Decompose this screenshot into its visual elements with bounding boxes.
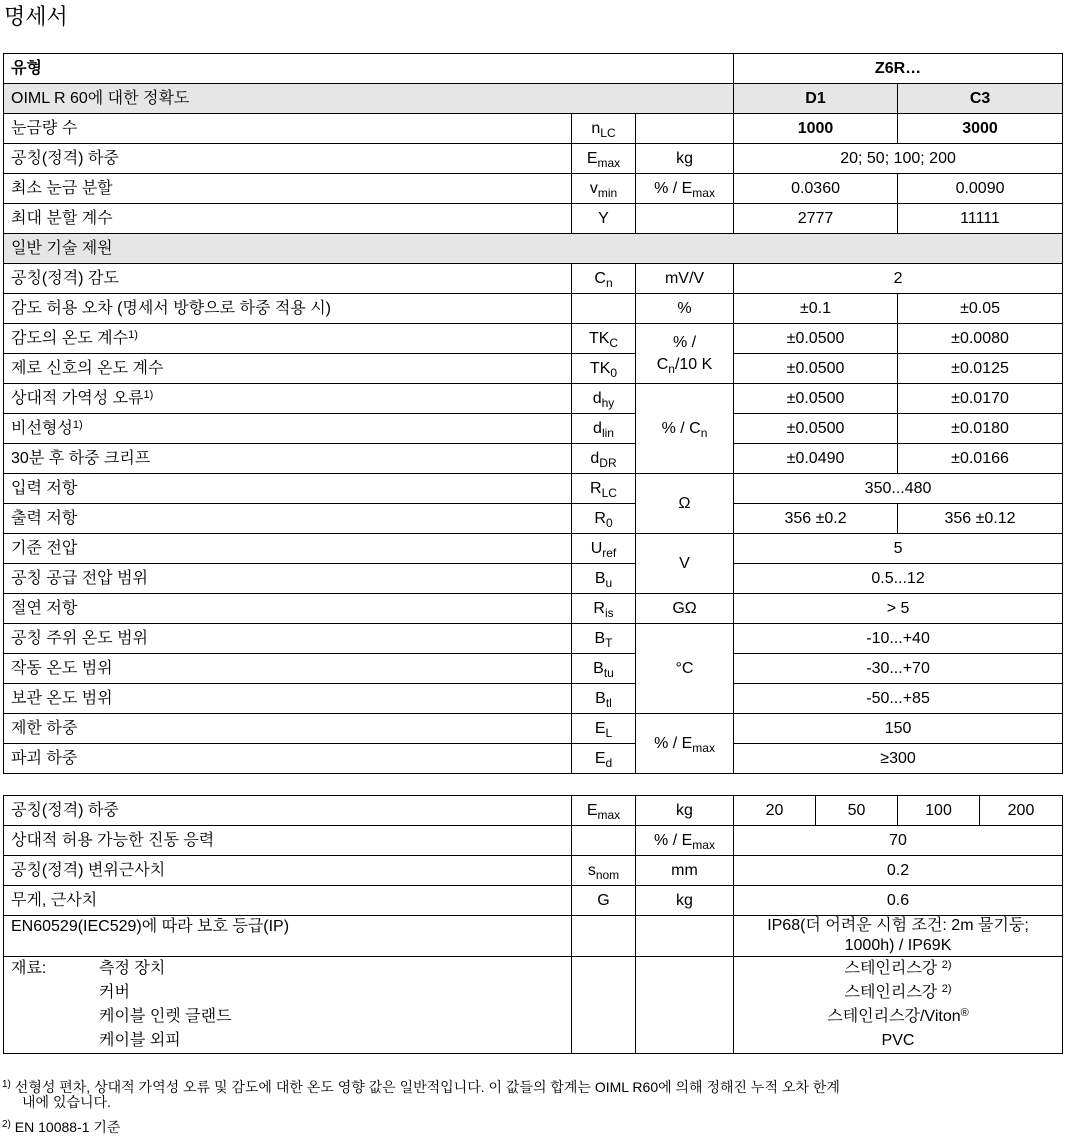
celsius-unit: °C [636, 624, 734, 714]
emax2-value-100: 100 [898, 796, 980, 826]
specifications-table [3, 53, 1063, 774]
vibration-unit: % / $E_{max}$ [636, 826, 734, 856]
vibration-label: 상대적 허용 가능한 진동 응력 [4, 826, 572, 856]
accuracy-label: OIML R 60에 대한 정확도 [4, 84, 734, 114]
emax2-value-50: 50 [816, 796, 898, 826]
dlin-value-c3: ±0.0180 [898, 414, 1063, 444]
rlc-symbol: $R_{LC}$ [572, 474, 636, 504]
snom-unit: mm [636, 856, 734, 886]
ed-value: ≥300 [734, 744, 1063, 774]
ddr-value-d1: ±0.0490 [734, 444, 898, 474]
ris-value: > 5 [734, 594, 1063, 624]
ohm-unit: Ω [636, 474, 734, 534]
dlin-label: 비선형성$^{1)}$ [4, 414, 572, 444]
dhy-value-c3: ±0.0170 [898, 384, 1063, 414]
row-accuracy [4, 84, 1063, 114]
row-uref [4, 534, 1063, 564]
row-type [4, 54, 1063, 84]
e-unit: % / $E_{max}$ [636, 714, 734, 774]
vmin-label: 최소 눈금 분할 [4, 174, 572, 204]
materials-symbol [572, 957, 636, 1054]
materials-values: 스테인리스강 $^{2)}$ 스테인리스강 $^{2)}$ 스테인리스강/Viton® PVC [734, 957, 1063, 1054]
ed-symbol: $E_d$ [572, 744, 636, 774]
tk-unit: % / $C_n/10$ K [636, 324, 734, 384]
snom-symbol: $s_{nom}$ [572, 856, 636, 886]
row-bt [4, 624, 1063, 654]
weight-symbol: G [572, 886, 636, 916]
y-value-c3: 11111 [898, 204, 1063, 234]
tolerance-label: 감도 허용 오차 (명세서 방향으로 하중 적용 시) [4, 294, 572, 324]
r0-value-d1: 356 ±0.2 [734, 504, 898, 534]
row-ddr [4, 444, 1063, 474]
tkc-symbol: $TK_C$ [572, 324, 636, 354]
ip-label: EN60529(IEC529)에 따라 보호 등급(IP) [4, 916, 572, 957]
vibration-value: 70 [734, 826, 1063, 856]
nlc-value-d1: 1000 [734, 114, 898, 144]
emax-label: 공칭(정격) 하중 [4, 144, 572, 174]
emax2-value-200: 200 [980, 796, 1063, 826]
capacity-table [3, 795, 1063, 1054]
row-vibration [4, 826, 1063, 856]
row-materials [4, 957, 1063, 1054]
ris-symbol: $R_{is}$ [572, 594, 636, 624]
row-tk0 [4, 354, 1063, 384]
ddr-value-c3: ±0.0166 [898, 444, 1063, 474]
row-tolerance [4, 294, 1063, 324]
y-label: 최대 분할 계수 [4, 204, 572, 234]
row-ris [4, 594, 1063, 624]
row-dhy [4, 384, 1063, 414]
btu-symbol: $B_{tu}$ [572, 654, 636, 684]
y-symbol: Y [572, 204, 636, 234]
row-section-general [4, 234, 1063, 264]
el-symbol: $E_L$ [572, 714, 636, 744]
tolerance-value-c3: ±0.05 [898, 294, 1063, 324]
nlc-label: 눈금량 수 [4, 114, 572, 144]
dhy-value-d1: ±0.0500 [734, 384, 898, 414]
ddr-label: 30분 후 하중 크리프 [4, 444, 572, 474]
bt-label: 공칭 주위 온도 범위 [4, 624, 572, 654]
volt-unit: V [636, 534, 734, 594]
emax-value: 20; 50; 100; 200 [734, 144, 1063, 174]
tk0-value-d1: ±0.0500 [734, 354, 898, 384]
ris-unit: GΩ [636, 594, 734, 624]
uref-label: 기준 전압 [4, 534, 572, 564]
ip-unit [636, 916, 734, 957]
bu-value: 0.5...12 [734, 564, 1063, 594]
type-label: 유형 [4, 54, 734, 84]
emax2-value-20: 20 [734, 796, 816, 826]
ed-label: 파괴 하중 [4, 744, 572, 774]
cn-value: 2 [734, 264, 1063, 294]
tolerance-value-d1: ±0.1 [734, 294, 898, 324]
r0-value-c3: 356 ±0.12 [898, 504, 1063, 534]
row-el [4, 714, 1063, 744]
emax2-label: 공칭(정격) 하중 [4, 796, 572, 826]
ris-label: 절연 저항 [4, 594, 572, 624]
weight-unit: kg [636, 886, 734, 916]
ddr-symbol: $d_{DR}$ [572, 444, 636, 474]
dlin-value-d1: ±0.0500 [734, 414, 898, 444]
btu-label: 작동 온도 범위 [4, 654, 572, 684]
row-emax [4, 144, 1063, 174]
bu-label: 공칭 공급 전압 범위 [4, 564, 572, 594]
materials-label: 재료: 측정 장치 커버 케이블 인렛 글랜드 케이블 외피 [4, 957, 572, 1054]
r0-symbol: $R_0$ [572, 504, 636, 534]
weight-label: 무게, 근사치 [4, 886, 572, 916]
tkc-value-c3: ±0.0080 [898, 324, 1063, 354]
emax-unit: kg [636, 144, 734, 174]
materials-unit [636, 957, 734, 1054]
row-snom [4, 856, 1063, 886]
tk0-symbol: $TK_0$ [572, 354, 636, 384]
emax2-symbol: $E_{max}$ [572, 796, 636, 826]
vmin-unit: % / $E_{max}$ [636, 174, 734, 204]
vmin-value-d1: 0.0360 [734, 174, 898, 204]
r0-label: 출력 저항 [4, 504, 572, 534]
row-vmin [4, 174, 1063, 204]
emax2-unit: kg [636, 796, 734, 826]
bt-value: -10...+40 [734, 624, 1063, 654]
emax-symbol: $E_{max}$ [572, 144, 636, 174]
section-general-heading: 일반 기술 제원 [4, 234, 1063, 264]
tk0-value-c3: ±0.0125 [898, 354, 1063, 384]
row-tkc [4, 324, 1063, 354]
tkc-label: 감도의 온도 계수$^{1)}$ [4, 324, 572, 354]
page-title: 명세서 [4, 4, 68, 29]
btl-label: 보관 온도 범위 [4, 684, 572, 714]
rlc-label: 입력 저항 [4, 474, 572, 504]
tkc-value-d1: ±0.0500 [734, 324, 898, 354]
accuracy-class-d1: D1 [734, 84, 898, 114]
y-unit [636, 204, 734, 234]
vibration-symbol [572, 826, 636, 856]
nlc-unit [636, 114, 734, 144]
dlin-symbol: $d_{lin}$ [572, 414, 636, 444]
uref-value: 5 [734, 534, 1063, 564]
row-bu [4, 564, 1063, 594]
d-unit: % / $C_n$ [636, 384, 734, 474]
tk0-label: 제로 신호의 온도 계수 [4, 354, 572, 384]
cn-unit: mV/V [636, 264, 734, 294]
rlc-value: 350...480 [734, 474, 1063, 504]
row-ip [4, 916, 1063, 957]
bt-symbol: $B_T$ [572, 624, 636, 654]
row-r0 [4, 504, 1063, 534]
cn-label: 공칭(정격) 감도 [4, 264, 572, 294]
row-rlc [4, 474, 1063, 504]
row-btu [4, 654, 1063, 684]
row-ed [4, 744, 1063, 774]
snom-value: 0.2 [734, 856, 1063, 886]
btu-value: -30...+70 [734, 654, 1063, 684]
el-label: 제한 하중 [4, 714, 572, 744]
tolerance-symbol [572, 294, 636, 324]
nlc-value-c3: 3000 [898, 114, 1063, 144]
model-name: Z6R… [734, 54, 1063, 84]
snom-label: 공칭(정격) 변위근사치 [4, 856, 572, 886]
row-cn [4, 264, 1063, 294]
vmin-value-c3: 0.0090 [898, 174, 1063, 204]
dhy-symbol: $d_{hy}$ [572, 384, 636, 414]
footnote-1: $^{1)}$ 선형성 편차, 상대적 가역성 오류 및 감도에 대한 온도 영향 값은 일반적입니다. 이 값들의 합계는 OIML R60에 의해 정해진 누적 오차 한계 내에 있습니다. [2, 1079, 840, 1110]
btl-value: -50...+85 [734, 684, 1063, 714]
dhy-label: 상대적 가역성 오류$^{1)}$ [4, 384, 572, 414]
footnote-2: $^{2)}$ EN 10088-1 기준 [2, 1119, 121, 1135]
tolerance-unit: % [636, 294, 734, 324]
el-value: 150 [734, 714, 1063, 744]
accuracy-class-c3: C3 [898, 84, 1063, 114]
row-y [4, 204, 1063, 234]
row-nlc [4, 114, 1063, 144]
y-value-d1: 2777 [734, 204, 898, 234]
weight-value: 0.6 [734, 886, 1063, 916]
vmin-symbol: $v_{min}$ [572, 174, 636, 204]
bu-symbol: $B_u$ [572, 564, 636, 594]
nlc-symbol: $n_{LC}$ [572, 114, 636, 144]
row-btl [4, 684, 1063, 714]
uref-symbol: $U_{ref}$ [572, 534, 636, 564]
row-dlin [4, 414, 1063, 444]
row-weight [4, 886, 1063, 916]
row-emax-2 [4, 796, 1063, 826]
btl-symbol: $B_{tl}$ [572, 684, 636, 714]
ip-value: IP68(더 어려운 시험 조건: 2m 물기둥; 1000h) / IP69K [734, 916, 1063, 957]
ip-symbol [572, 916, 636, 957]
cn-symbol: $C_n$ [572, 264, 636, 294]
